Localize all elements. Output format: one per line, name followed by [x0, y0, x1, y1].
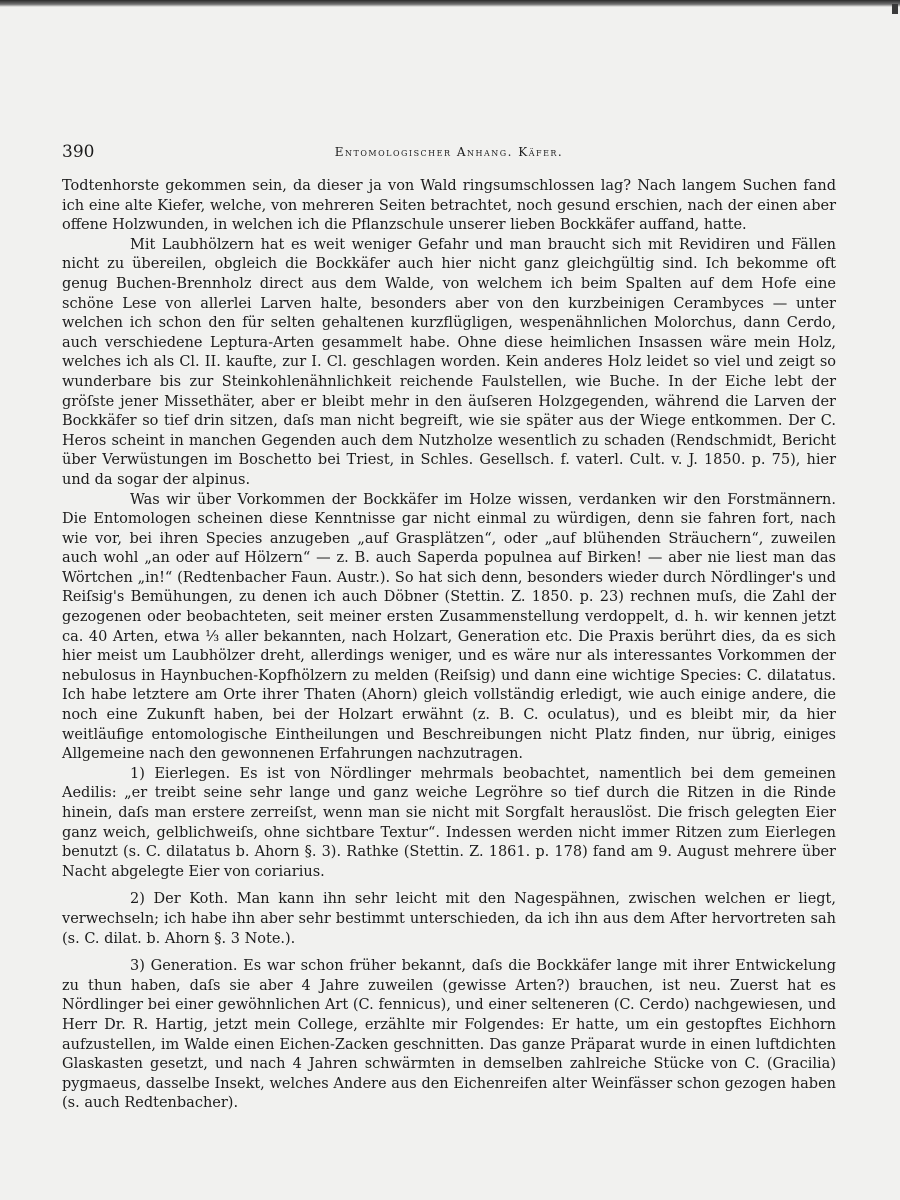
- paragraph: Was wir über Vorkommen der Bockkäfer im Holze wissen, verdanken wir den Forstmännern. Die Entomologen scheinen diese Kenntnisse gar nicht einmal zu würdigen, denn sie fahren fort, nach wie vor, bei ihren Species anzugeben „auf Grasplätzen“, oder „auf blühenden Sträuchern“, zuweilen auch wohl „an oder auf Hölzern“ — z. B. auch Saperda populnea auf Birken! — aber nie liest man das Wörtchen „in!“ (Redtenbacher Faun. Austr.). So hat sich denn, besonders wieder durch Nördlinger's und Reiſsig's Bemühungen, zu denen ich auch Döbner (Stettin. Z. 1850. p. 23) rechnen muſs, die Zahl der gezogenen oder beobachteten, seit meiner ersten Zusammenstellung verdoppelt, d. h. wir kennen jetzt ca. 40 Arten, etwa ⅓ aller bekannten, nach Holzart, Generation etc. Die Praxis berührt dies, da es sich hier meist um Laubhölzer dreht, allerdings weniger, und es wäre nur als interessantes Vorkommen der nebulosus in Haynbuchen-Kopfhölzern zu melden (Reiſsig) und dann eine wichtige Species: C. dilatatus. Ich habe letztere am Orte ihrer Thaten (Ahorn) gleich vollständig erledigt, wie auch einige andere, die noch eine Zukunft haben, bei der Holzart erwähnt (z. B. C. oculatus), und es bleibt mir, da hier weitläufige entomologische Eintheilungen und Beschreibungen nicht Platz finden, nur übrig, einiges Allgemeine nach den gewonnenen Erfahrungen nachzutragen.: [62, 491, 836, 763]
- paragraph-eierlegen: 1) Eierlegen. Es ist von Nördlinger mehrmals beobachtet, namentlich bei dem gemeinen Aedilis: „er treibt seine sehr lange und ganz weiche Legröhre so tief durch die Ritzen in die Rinde hinein, daſs man erstere zerreiſst, wenn man sie nicht mit Sorgfalt herauslöst. Die frisch gelegten Eier ganz weich, gelblichweiſs, ohne sichtbare Textur“. Indessen werden nicht immer Ritzen zum Eierlegen benutzt (s. C. dilatatus b. Ahorn §. 3). Rathke (Stettin. Z. 1861. p. 178) fand am 9. August mehrere über Nacht abgelegte Eier von coriarius.: [62, 765, 836, 880]
- paragraph-koth: 2) Der Koth. Man kann ihn sehr leicht mit den Nagespähnen, zwischen welchen er liegt, verwechseln; ich habe ihn aber sehr bestimmt unterschieden, da ich ihn aus dem After hervortreten sah (s. C. dilat. b. Ahorn §. 3 Note.).: [62, 891, 836, 947]
- scan-top-edge: [0, 0, 900, 7]
- paragraph: Mit Laubhölzern hat es weit weniger Gefahr und man braucht sich mit Revidiren und Fällen nicht zu übereilen, obgleich die Bockkäfer auch hier nicht ganz gleichgültig sind. Ich bekomme oft genug Buchen-Brennholz direct aus dem Walde, von welchem ich beim Spalten auf dem Hofe eine schöne Lese von allerlei Larven halte, besonders aber von den kurzbeinigen Cerambyces — unter welchen ich schon den für selten gehaltenen kurzflügligen, wespenähnlichen Molorchus, dann Cerdo, auch verschiedene Leptura-Arten gesammelt habe. Ohne diese heimlichen Insassen wäre mein Holz, welches ich als Cl. II. kaufte, zur I. Cl. geschlagen worden. Kein anderes Holz leidet so viel und zeigt so wunderbare bis zur Steinkohlenähnlichkeit reichende Faulstellen, wie Buche. In der Eiche lebt der gröſste jener Missethäter, aber er bleibt mehr in den äuſseren Holzgegenden, während die Larven der Bockkäfer so tief drin sitzen, daſs man nicht begreift, wie sie später aus der Wiege entkommen. Der C. Heros scheint in manchen Gegenden auch dem Nutzholze wesentlich zu schaden (Rendschmidt, Bericht über Verwüstungen im Boschetto bei Triest, in Schles. Gesellsch. f. vaterl. Cult. v. J. 1850. p. 75), hier und da sogar der alpinus.: [62, 236, 836, 488]
- paragraph-generation: 3) Generation. Es war schon früher bekannt, daſs die Bockkäfer lange mit ihrer Entwickelung zu thun haben, daſs sie aber 4 Jahre zuweilen (gewisse Arten?) brauchen, ist neu. Zuerst hat es Nördlinger bei einer gewöhnlichen Art (C. fennicus), und einer selteneren (C. Cerdo) nachgewiesen, und Herr Dr. R. Hartig, jetzt mein College, erzählte mir Folgendes: Er hatte, um ein gestopftes Eichhorn aufzustellen, im Walde einen Eichen-Zacken geschnitten. Das ganze Präparat wurde in einen luftdichten Glaskasten gesetzt, und nach 4 Jahren schwärmten in demselben zahlreiche Stücke von C. (Gracilia) pygmaeus, dasselbe Insekt, welches Andere aus den Eichenreifen alter Weinfässer schon gezogen haben (s. auch Redtenbacher).: [62, 958, 836, 1112]
- page-header: [62, 142, 836, 166]
- page-number: 390: [62, 142, 95, 162]
- running-title: Entomologischer Anhang. Käfer.: [334, 145, 564, 159]
- scan-corner-mark: [892, 4, 898, 14]
- paragraph: Todtenhorste gekommen sein, da dieser ja von Wald ringsumschlossen lag? Nach langem Suchen fand ich eine alte Kiefer, welche, von mehreren Seiten betrachtet, noch gesund erschien, nach der einen aber offene Holzwunden, in welchen ich die Pflanzschule unserer lieben Bockkäfer auffand, hatte.: [62, 178, 836, 234]
- body-text: [62, 177, 836, 1114]
